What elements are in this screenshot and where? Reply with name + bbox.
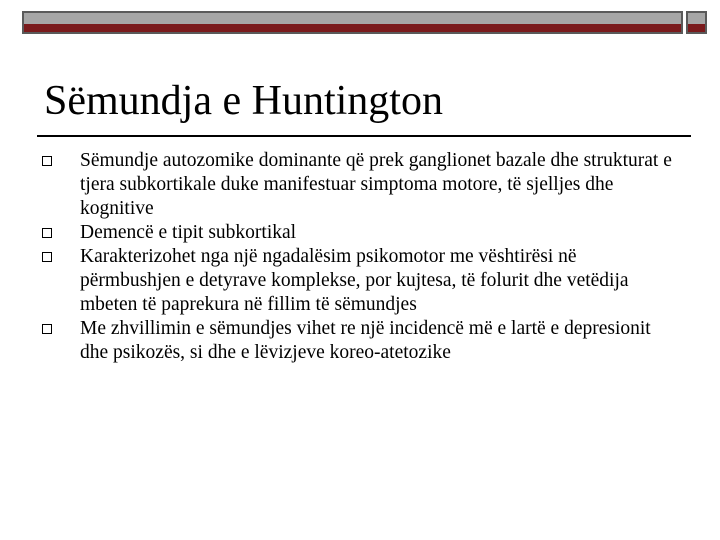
hollow-square-bullet-icon — [42, 324, 52, 334]
bullet-list — [40, 149, 680, 365]
bullet-item — [40, 221, 680, 245]
bullet-text: Me zhvillimin e sëmundjes vihet re një incidencë më e lartë e depresionit dhe psikozës, si dhe e lëvizjeve koreo-atetozike — [80, 318, 651, 363]
hollow-square-bullet-icon — [42, 252, 52, 262]
slide-title: Sëmundja e Huntington — [44, 78, 443, 124]
bullet-text: Sëmundje autozomike dominante që prek ganglionet bazale dhe strukturat e tjera subkortikale duke manifestuar simptoma motore, të sjelljes dhe kognitive — [80, 150, 672, 219]
bullet-text: Demencë e tipit subkortikal — [80, 222, 297, 243]
header-decorative-square — [686, 11, 707, 34]
bullet-item — [40, 149, 680, 221]
hollow-square-bullet-icon — [42, 228, 52, 238]
header-red-band — [24, 24, 681, 34]
hollow-square-bullet-icon — [42, 156, 52, 166]
bullet-item — [40, 317, 680, 365]
header-grey-band — [24, 13, 681, 24]
bullet-text: Karakterizohet nga një ngadalësim psikomotor me vështirësi në përmbushjen e detyrave komplekse, por kujtesa, të folurit dhe vetëdija mbeten të paprekura në fillim të sëmundjes — [80, 246, 629, 315]
header-square-red-band — [688, 24, 705, 34]
title-underline — [37, 135, 691, 137]
header-decorative-bar — [22, 11, 683, 34]
bullet-item — [40, 245, 680, 317]
